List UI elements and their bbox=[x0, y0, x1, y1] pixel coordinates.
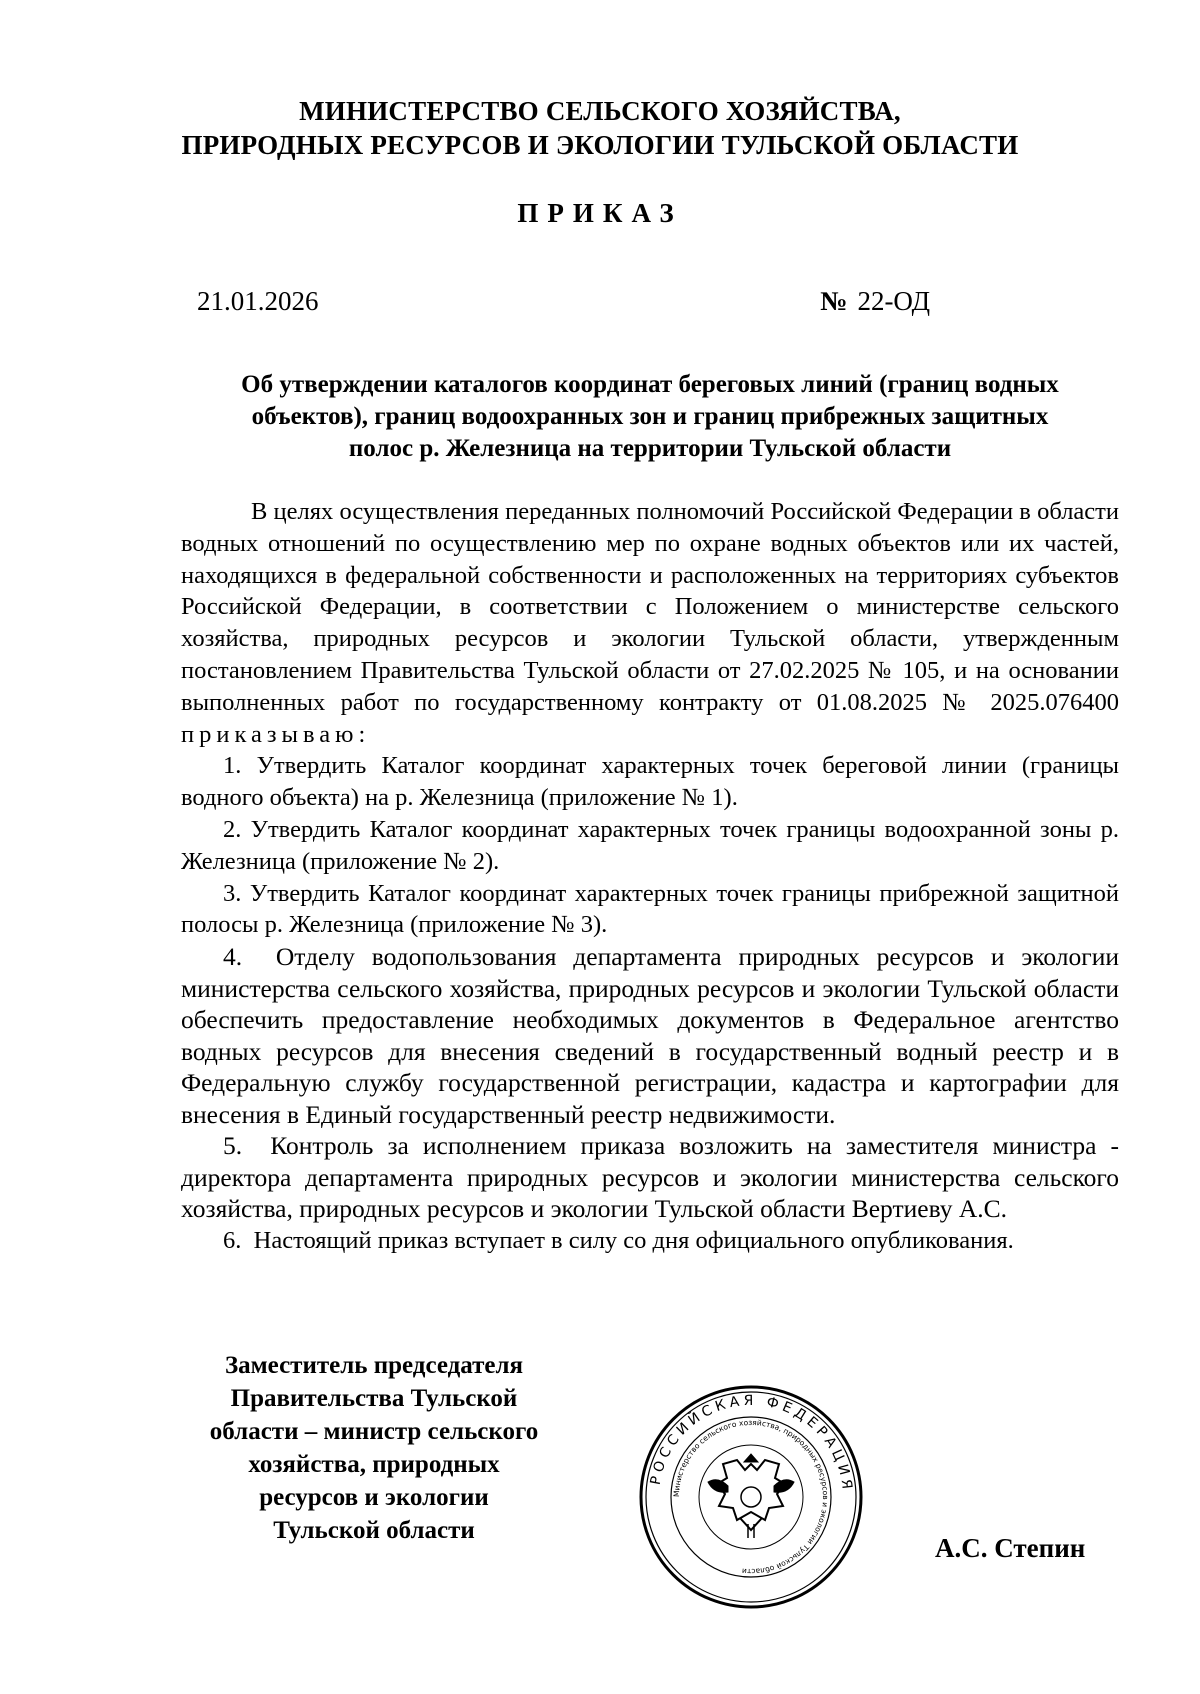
signer-position-line: хозяйства, природных bbox=[248, 1451, 500, 1478]
item-text: Контроль за исполнением приказа возложить на заместителя министра - директора департамента природных ресурсов и экологии министерства сельского хозяйства, природных ресурсов и экологии Тульской области Вертиеву А.С. bbox=[181, 1131, 1119, 1224]
signer-position-line: Заместитель председателя bbox=[224, 1352, 524, 1379]
list-item bbox=[181, 1130, 1119, 1225]
item-text: Настоящий приказ вступает в силу со дня официального опубликования. bbox=[253, 1226, 1014, 1254]
subject-line: Об утверждении каталогов координат береговых линий (границ водных bbox=[241, 371, 1059, 398]
item-number: 1. bbox=[223, 752, 242, 780]
item-number: 4. bbox=[223, 942, 243, 972]
seal-outer-text: РОССИЙСКАЯ ФЕДЕРАЦИЯ bbox=[647, 1392, 856, 1494]
document-type: ПРИКАЗ bbox=[517, 198, 683, 228]
item-text: Утвердить Каталог координат характерных точек границы водоохранной зоны р. Железница (приложение № 2). bbox=[181, 815, 1119, 875]
item-text: Утвердить Каталог координат характерных точек береговой линии (границы водного объекта) на р. Железница (приложение № 1). bbox=[181, 752, 1120, 812]
signer-position bbox=[178, 1349, 570, 1547]
seal-graphic bbox=[636, 1382, 866, 1612]
list-item bbox=[181, 878, 1119, 942]
list-item bbox=[181, 1225, 1119, 1257]
eagle-icon bbox=[708, 1454, 794, 1538]
item-number: 5. bbox=[223, 1131, 243, 1161]
seal-inner-text: Министерство сельского хозяйства, природных ресурсов и экологии Тульской области bbox=[671, 1417, 831, 1577]
subject-line: полос р. Железница на территории Тульской области bbox=[348, 435, 952, 462]
item-text: Утвердить Каталог координат характерных точек границы прибрежной защитной полосы р. Железница (приложение № 3). bbox=[181, 879, 1120, 939]
item-text: Отделу водопользования департамента природных ресурсов и экологии министерства сельского хозяйства, природных ресурсов и экологии Тульской области обеспечить предоставление необходимых документов в Федеральное агентство водных ресурсов для внесения сведений в государственный водный реестр и в Федеральную службу государственной регистрации, кадастра и картографии для внесения в Единый государственный реестр недвижимости. bbox=[181, 942, 1120, 1129]
preamble bbox=[181, 496, 1119, 750]
signer-position-line: Тульской области bbox=[273, 1517, 475, 1544]
ministry-name-line1: МИНИСТЕРСТВО СЕЛЬСКОГО ХОЗЯЙСТВА, bbox=[299, 96, 901, 126]
item-number: 6. bbox=[223, 1226, 242, 1254]
item-number: 3. bbox=[223, 879, 242, 907]
official-seal bbox=[636, 1382, 866, 1612]
order-body bbox=[181, 496, 1119, 1256]
number-sign: № bbox=[820, 286, 848, 316]
item-number: 2. bbox=[223, 815, 242, 843]
signer-name: А.С. Степин bbox=[935, 1533, 1086, 1563]
list-item bbox=[181, 750, 1119, 814]
signer-position-line: ресурсов и экологии bbox=[259, 1484, 489, 1511]
order-number bbox=[820, 286, 930, 317]
list-item bbox=[181, 814, 1119, 878]
signer-position-line: Правительства Тульской bbox=[230, 1385, 518, 1412]
signer-position-line: области – министр сельского bbox=[209, 1418, 539, 1445]
preamble-text: В целях осуществления переданных полномочий Российской Федерации в области водных отношений по осуществлению мер по охране водных объектов или их частей, находящихся в федеральной собственности и расположенных на территориях субъектов Российской Федерации, в соответствии с Положением о министерстве сельского хозяйства, природных ресурсов и экологии Тульской области, утвержденным постановлением Правительства Тульской области от 27.02.2025 № 105, и на основании выполненных работ по государственному контракту от 01.08.2025 № 2025.076400 bbox=[181, 498, 1119, 716]
order-subject bbox=[180, 369, 1120, 465]
order-word: приказываю: bbox=[181, 720, 371, 748]
number-value: 22-ОД bbox=[857, 286, 930, 316]
subject-line: объектов), границ водоохранных зон и границ прибрежных защитных bbox=[251, 403, 1049, 430]
order-date: 21.01.2026 bbox=[197, 286, 319, 316]
list-item bbox=[181, 941, 1119, 1130]
ministry-name-line2: ПРИРОДНЫХ РЕСУРСОВ И ЭКОЛОГИИ ТУЛЬСКОЙ ОБЛАСТИ bbox=[181, 130, 1019, 160]
